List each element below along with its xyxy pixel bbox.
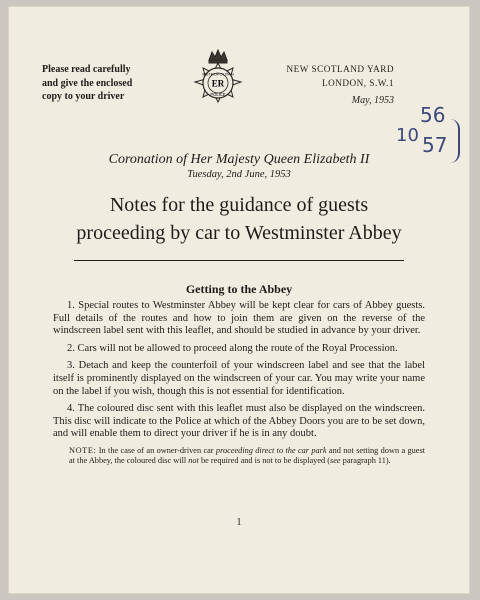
handwritten-number: 10 (396, 125, 419, 146)
document-page (8, 6, 470, 594)
instruction-block (42, 63, 162, 104)
issue-date: May, 1953 (351, 95, 394, 106)
body-text (53, 300, 425, 467)
note-text-italic: see (330, 456, 341, 466)
address-line: NEW SCOTLAND YARD (286, 64, 394, 74)
instruction-line: and give the enclosed (42, 77, 133, 89)
paragraph: 2. Cars will not be allowed to proceed along the route of the Royal Procession. (67, 342, 398, 354)
note-text-italic: proceeding direct to the car park (215, 445, 327, 455)
crest-ring-bottom-text: POLICE (210, 92, 226, 97)
event-subtitle: Coronation of Her Majesty Queen Elizabeth II (108, 152, 370, 167)
handwritten-number: 57 (422, 133, 448, 157)
document-title (8, 191, 470, 247)
address-block (270, 63, 394, 108)
instruction-line: copy to your driver (42, 91, 125, 102)
section-heading: Getting to the Abbey (185, 282, 293, 296)
note-text: and not setting down a guest at the Abbey, the coloured disc will (69, 445, 425, 466)
note-text-italic: not (188, 456, 199, 466)
note-text: be required and is not to be displayed ( (198, 456, 330, 466)
handwritten-number: 56 (420, 103, 446, 127)
paragraph: 4. The coloured disc sent with this leaflet must also be displayed on the windscreen. This disc will indicate to the Police at which of the Abbey Doors you are to be set down, and will enable them to direct your driver if he is in any doubt. (53, 403, 425, 440)
paragraph: 1. Special routes to Westminster Abbey will be kept clear for cars of Abbey guests. Full details of the routes and how to join them are given on the reverse of the windscreen label sent with this leaflet, and should be studied in advance by your driver. (53, 300, 425, 337)
title-line: Notes for the guidance of guests (109, 194, 369, 216)
note-text: paragraph 11). (340, 456, 391, 466)
crest-ring-top-text: METROPOLITAN (202, 71, 234, 77)
paragraph: 3. Detach and keep the counterfoil of your windscreen label and see that the label itself is prominently displayed on the windscreen of your car. You may write your name on the label if you wish, though this is not essential for identification. (53, 360, 425, 397)
note-text: In the case of an owner-driven car (96, 445, 216, 455)
address-line: LONDON, S.W.1 (321, 77, 394, 88)
note (53, 446, 425, 467)
metropolitan-police-crest (188, 46, 248, 118)
note-label: NOTE: (69, 445, 97, 455)
page-number: 1 (236, 517, 242, 528)
crest-cypher: ER (211, 78, 225, 89)
instruction-line: Please read carefully (42, 64, 131, 75)
title-line: proceeding by car to Westminster Abbey (76, 222, 402, 244)
title-rule (74, 260, 404, 261)
event-date: Tuesday, 2nd June, 1953 (187, 169, 291, 180)
